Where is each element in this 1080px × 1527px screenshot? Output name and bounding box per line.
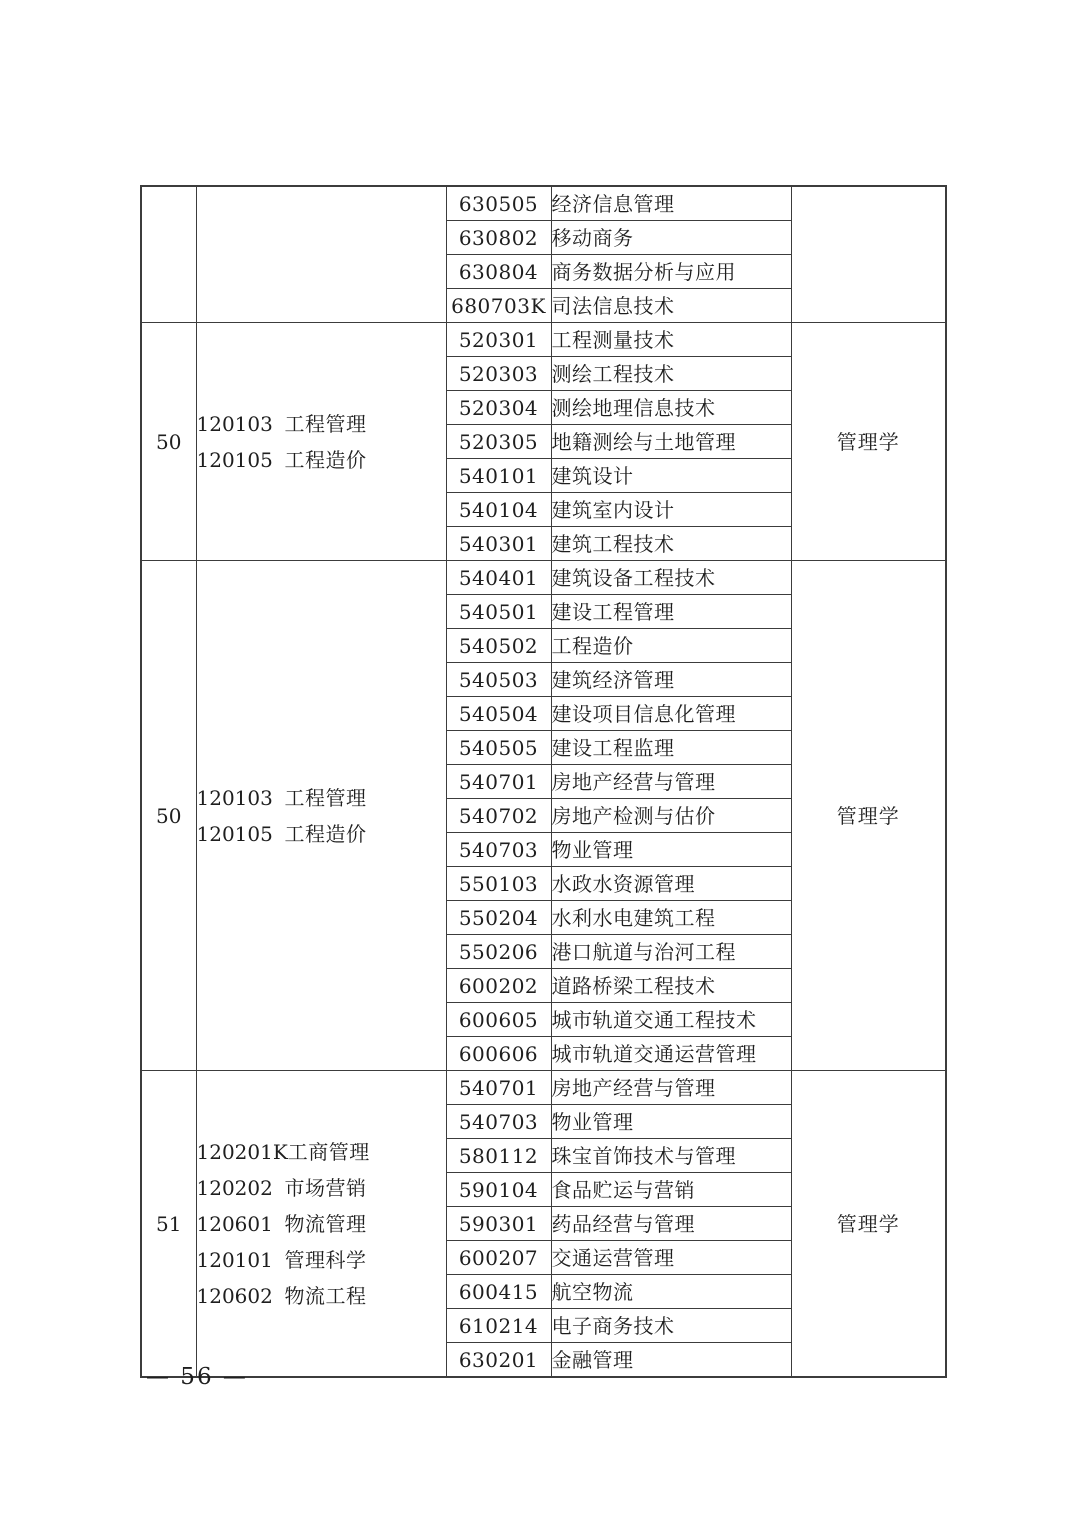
undergrad-major-line: [197, 1206, 446, 1242]
undergrad-major-name: 工商管理: [287, 1139, 370, 1164]
vocational-name: 水利水电建筑工程: [551, 901, 791, 935]
undergrad-major-code: 120202: [196, 1175, 273, 1200]
vocational-code: 590104: [446, 1173, 551, 1207]
vocational-name: 建筑室内设计: [551, 493, 791, 527]
vocational-name: 测绘工程技术: [551, 357, 791, 391]
major-mapping-table: [140, 185, 947, 1378]
undergrad-major-code: 120101: [196, 1247, 273, 1272]
undergrad-major-code: 120105: [196, 821, 273, 846]
vocational-code: 600415: [446, 1275, 551, 1309]
vocational-name: 航空物流: [551, 1275, 791, 1309]
vocational-name: 建设工程监理: [551, 731, 791, 765]
vocational-code: 520304: [446, 391, 551, 425]
vocational-name: 珠宝首饰技术与管理: [551, 1139, 791, 1173]
table-row: [141, 1071, 946, 1105]
vocational-code: 520303: [446, 357, 551, 391]
undergrad-major-line: [197, 816, 446, 852]
vocational-code: 540501: [446, 595, 551, 629]
vocational-name: 经济信息管理: [551, 186, 791, 221]
vocational-name: 移动商务: [551, 221, 791, 255]
vocational-code: 550204: [446, 901, 551, 935]
vocational-name: 金融管理: [551, 1343, 791, 1378]
vocational-code: 520301: [446, 323, 551, 357]
vocational-code: 600606: [446, 1037, 551, 1071]
vocational-code: 610214: [446, 1309, 551, 1343]
vocational-code: 540401: [446, 561, 551, 595]
vocational-name: 司法信息技术: [551, 289, 791, 323]
undergrad-major-line: [197, 1170, 446, 1206]
vocational-name: 建筑设备工程技术: [551, 561, 791, 595]
vocational-code: 550103: [446, 867, 551, 901]
vocational-code: 600202: [446, 969, 551, 1003]
category-cell: 管理学: [791, 561, 946, 1071]
undergrad-majors-cell: [196, 561, 446, 1071]
undergrad-majors-cell: [196, 186, 446, 323]
undergrad-major-code: 120602: [196, 1283, 273, 1308]
vocational-code: 600605: [446, 1003, 551, 1037]
vocational-name: 港口航道与治河工程: [551, 935, 791, 969]
vocational-name: 城市轨道交通运营管理: [551, 1037, 791, 1071]
vocational-code: 680703K: [446, 289, 551, 323]
vocational-name: 建筑设计: [551, 459, 791, 493]
undergrad-major-code: 120201K: [196, 1139, 288, 1164]
vocational-code: 520305: [446, 425, 551, 459]
vocational-name: 物业管理: [551, 1105, 791, 1139]
vocational-name: 建筑工程技术: [551, 527, 791, 561]
vocational-code: 540504: [446, 697, 551, 731]
vocational-code: 540101: [446, 459, 551, 493]
vocational-name: 物业管理: [551, 833, 791, 867]
sequence-cell: 50: [141, 561, 196, 1071]
vocational-name: 工程造价: [551, 629, 791, 663]
vocational-code: 540503: [446, 663, 551, 697]
vocational-code: 630804: [446, 255, 551, 289]
vocational-name: 药品经营与管理: [551, 1207, 791, 1241]
vocational-code: 550206: [446, 935, 551, 969]
undergrad-major-line: [197, 406, 446, 442]
vocational-name: 电子商务技术: [551, 1309, 791, 1343]
undergrad-major-code: 120105: [196, 447, 273, 472]
vocational-code: 540701: [446, 765, 551, 799]
undergrad-major-name: 管理科学: [284, 1247, 367, 1272]
vocational-code: 540701: [446, 1071, 551, 1105]
category-cell: [791, 186, 946, 323]
vocational-name: 水政水资源管理: [551, 867, 791, 901]
page-number: — 56 —: [146, 1364, 248, 1390]
vocational-code: 540104: [446, 493, 551, 527]
vocational-name: 工程测量技术: [551, 323, 791, 357]
undergrad-major-line: [197, 1134, 446, 1170]
vocational-name: 地籍测绘与土地管理: [551, 425, 791, 459]
vocational-name: 道路桥梁工程技术: [551, 969, 791, 1003]
undergrad-major-line: [197, 780, 446, 816]
category-cell: 管理学: [791, 323, 946, 561]
undergrad-majors-cell: [196, 323, 446, 561]
vocational-name: 建筑经济管理: [551, 663, 791, 697]
vocational-code: 630505: [446, 186, 551, 221]
undergrad-major-code: 120601: [196, 1211, 273, 1236]
undergrad-major-code: 120103: [196, 411, 273, 436]
category-cell: 管理学: [791, 1071, 946, 1378]
table-row: [141, 561, 946, 595]
vocational-code: 540702: [446, 799, 551, 833]
undergrad-major-line: [197, 442, 446, 478]
undergrad-majors-cell: [196, 1071, 446, 1378]
vocational-code: 540301: [446, 527, 551, 561]
vocational-code: 580112: [446, 1139, 551, 1173]
sequence-cell: 50: [141, 323, 196, 561]
vocational-name: 建设项目信息化管理: [551, 697, 791, 731]
vocational-code: 630802: [446, 221, 551, 255]
vocational-name: 房地产检测与估价: [551, 799, 791, 833]
table-row: [141, 323, 946, 357]
vocational-code: 540703: [446, 833, 551, 867]
vocational-code: 540502: [446, 629, 551, 663]
undergrad-major-name: 工程管理: [284, 411, 367, 436]
vocational-name: 食品贮运与营销: [551, 1173, 791, 1207]
undergrad-major-name: 物流管理: [284, 1211, 367, 1236]
vocational-name: 商务数据分析与应用: [551, 255, 791, 289]
vocational-name: 交通运营管理: [551, 1241, 791, 1275]
undergrad-major-line: [197, 1242, 446, 1278]
undergrad-major-name: 工程管理: [284, 785, 367, 810]
undergrad-major-name: 物流工程: [284, 1283, 367, 1308]
vocational-code: 540505: [446, 731, 551, 765]
vocational-name: 城市轨道交通工程技术: [551, 1003, 791, 1037]
table-row: [141, 186, 946, 221]
undergrad-major-line: [197, 1278, 446, 1314]
vocational-code: 590301: [446, 1207, 551, 1241]
vocational-name: 建设工程管理: [551, 595, 791, 629]
vocational-code: 630201: [446, 1343, 551, 1378]
undergrad-major-name: 工程造价: [284, 821, 367, 846]
undergrad-major-name: 工程造价: [284, 447, 367, 472]
vocational-code: 540703: [446, 1105, 551, 1139]
sequence-cell: 51: [141, 1071, 196, 1378]
vocational-name: 测绘地理信息技术: [551, 391, 791, 425]
vocational-name: 房地产经营与管理: [551, 1071, 791, 1105]
undergrad-major-code: 120103: [196, 785, 273, 810]
undergrad-major-name: 市场营销: [284, 1175, 367, 1200]
vocational-name: 房地产经营与管理: [551, 765, 791, 799]
sequence-cell: [141, 186, 196, 323]
vocational-code: 600207: [446, 1241, 551, 1275]
